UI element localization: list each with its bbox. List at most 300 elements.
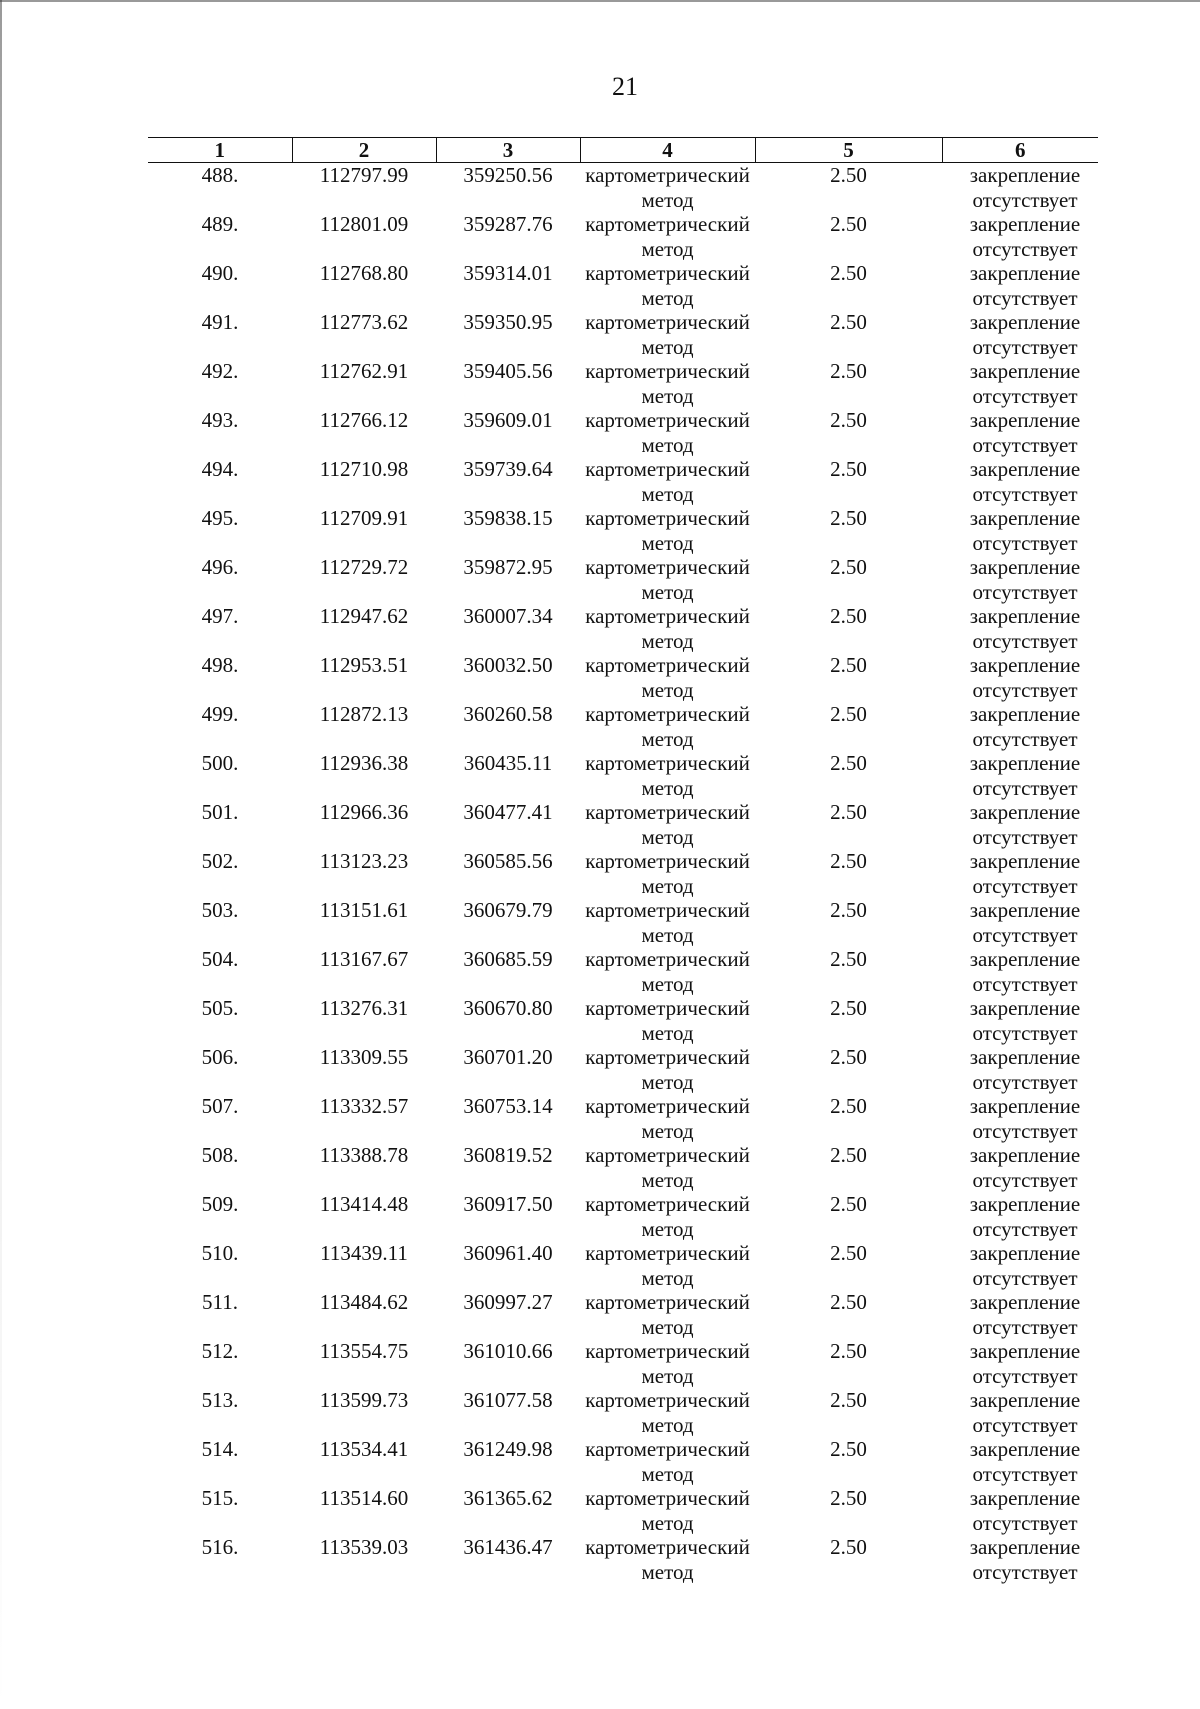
table-row	[148, 408, 1098, 457]
coordinate-x-text: 113151.61	[319, 898, 409, 922]
fixation-note-cell	[942, 702, 1098, 751]
accuracy-text: 2.50	[830, 1094, 867, 1118]
coordinate-x-cell	[292, 261, 436, 310]
coordinate-y-text: 360260.58	[463, 702, 553, 726]
coordinate-y-cell	[436, 751, 580, 800]
coordinate-x-text: 113539.03	[319, 1535, 409, 1559]
method-cell	[580, 653, 755, 702]
method-cell	[580, 1486, 755, 1535]
fixation-note-cell	[942, 506, 1098, 555]
fixation-note-cell	[942, 653, 1098, 702]
accuracy-cell	[755, 947, 942, 996]
fixation-note-text: отсутствует	[972, 1363, 1078, 1388]
method-cell	[580, 359, 755, 408]
coordinate-y-cell	[436, 506, 580, 555]
point-number-text: 506.	[201, 1045, 239, 1069]
point-number-cell	[148, 898, 292, 947]
fixation-note-cell	[942, 310, 1098, 359]
accuracy-cell	[755, 898, 942, 947]
fixation-note-text: закрепление	[969, 212, 1081, 236]
coordinate-x-cell	[292, 1486, 436, 1535]
point-number-cell	[148, 800, 292, 849]
point-number-cell	[148, 457, 292, 506]
fixation-note-text: отсутствует	[972, 1412, 1078, 1437]
fixation-note-text: закрепление	[969, 555, 1081, 579]
method-cell	[580, 1192, 755, 1241]
coordinate-x-cell	[292, 1143, 436, 1192]
coordinate-y-text: 360007.34	[463, 604, 553, 628]
fixation-note-text: отсутствует	[972, 236, 1078, 261]
fixation-note-cell	[942, 849, 1098, 898]
method-cell	[580, 1241, 755, 1290]
fixation-note-cell	[942, 1290, 1098, 1339]
accuracy-text: 2.50	[830, 212, 867, 236]
coordinate-y-cell	[436, 1437, 580, 1486]
method-text: метод	[641, 432, 694, 457]
accuracy-cell	[755, 261, 942, 310]
point-number-text: 495.	[201, 506, 239, 530]
coordinate-y-text: 360435.11	[463, 751, 553, 775]
coordinate-x-cell	[292, 1241, 436, 1290]
coordinate-y-cell	[436, 604, 580, 653]
method-text: картометрический	[585, 947, 750, 971]
method-cell	[580, 1143, 755, 1192]
fixation-note-cell	[942, 1192, 1098, 1241]
fixation-note-text: закрепление	[969, 506, 1081, 530]
coordinate-y-cell	[436, 163, 580, 213]
method-text: метод	[641, 1363, 694, 1388]
fixation-note-cell	[942, 604, 1098, 653]
point-number-cell	[148, 261, 292, 310]
fixation-note-text: отсутствует	[972, 1510, 1078, 1535]
coordinate-x-cell	[292, 212, 436, 261]
fixation-note-text: отсутствует	[972, 677, 1078, 702]
accuracy-text: 2.50	[830, 1437, 867, 1461]
coordinate-x-cell	[292, 408, 436, 457]
accuracy-text: 2.50	[830, 604, 867, 628]
method-text: картометрический	[585, 359, 750, 383]
fixation-note-cell	[942, 1241, 1098, 1290]
coordinate-x-cell	[292, 751, 436, 800]
method-text: картометрический	[585, 1339, 750, 1363]
point-number-text: 494.	[201, 457, 239, 481]
point-number-cell	[148, 849, 292, 898]
coordinate-x-text: 113554.75	[319, 1339, 409, 1363]
method-cell	[580, 1535, 755, 1584]
accuracy-text: 2.50	[830, 1192, 867, 1216]
method-text: метод	[641, 971, 694, 996]
point-number-cell	[148, 310, 292, 359]
point-number-text: 502.	[201, 849, 239, 873]
point-number-text: 503.	[201, 898, 239, 922]
point-number-cell	[148, 1241, 292, 1290]
method-cell	[580, 506, 755, 555]
coordinate-y-text: 360585.56	[463, 849, 553, 873]
coordinates-table-container	[148, 137, 1098, 1584]
point-number-cell	[148, 1486, 292, 1535]
method-cell	[580, 310, 755, 359]
coordinate-x-cell	[292, 359, 436, 408]
fixation-note-cell	[942, 947, 1098, 996]
coordinate-y-text: 360679.79	[463, 898, 553, 922]
method-text: картометрический	[585, 751, 750, 775]
coordinate-x-cell	[292, 555, 436, 604]
accuracy-cell	[755, 1339, 942, 1388]
method-text: картометрический	[585, 1045, 750, 1069]
coordinate-x-text: 112936.38	[319, 751, 409, 775]
fixation-note-text: закрепление	[969, 1241, 1081, 1265]
coordinate-y-text: 359872.95	[463, 555, 553, 579]
method-text: картометрический	[585, 1388, 750, 1412]
accuracy-cell	[755, 751, 942, 800]
coordinate-x-cell	[292, 653, 436, 702]
fixation-note-text: отсутствует	[972, 1020, 1078, 1045]
point-number-cell	[148, 1388, 292, 1437]
point-number-cell	[148, 359, 292, 408]
accuracy-text: 2.50	[830, 849, 867, 873]
coordinate-y-cell	[436, 408, 580, 457]
coordinate-x-cell	[292, 800, 436, 849]
coordinate-y-text: 360961.40	[463, 1241, 553, 1265]
table-row	[148, 1339, 1098, 1388]
coordinate-y-cell	[436, 555, 580, 604]
coordinate-y-cell	[436, 359, 580, 408]
point-number-text: 491.	[201, 310, 239, 334]
accuracy-text: 2.50	[830, 800, 867, 824]
accuracy-cell	[755, 1192, 942, 1241]
method-text: картометрический	[585, 1192, 750, 1216]
point-number-text: 511.	[202, 1290, 238, 1314]
fixation-note-cell	[942, 751, 1098, 800]
method-text: метод	[641, 334, 694, 359]
accuracy-cell	[755, 212, 942, 261]
coordinate-y-text: 359350.95	[463, 310, 553, 334]
accuracy-cell	[755, 1094, 942, 1143]
fixation-note-text: отсутствует	[972, 775, 1078, 800]
point-number-cell	[148, 163, 292, 213]
table-row	[148, 1535, 1098, 1584]
method-cell	[580, 212, 755, 261]
fixation-note-text: отсутствует	[972, 1559, 1078, 1584]
fixation-note-cell	[942, 800, 1098, 849]
coordinate-y-text: 360477.41	[463, 800, 553, 824]
coordinate-x-text: 113514.60	[319, 1486, 409, 1510]
coordinate-y-cell	[436, 1388, 580, 1437]
accuracy-cell	[755, 604, 942, 653]
fixation-note-text: отсутствует	[972, 481, 1078, 506]
fixation-note-cell	[942, 212, 1098, 261]
point-number-cell	[148, 506, 292, 555]
table-row	[148, 996, 1098, 1045]
coordinate-x-text: 112872.13	[319, 702, 409, 726]
fixation-note-cell	[942, 1535, 1098, 1584]
method-cell	[580, 555, 755, 604]
fixation-note-text: закрепление	[969, 163, 1081, 187]
coordinate-x-text: 113276.31	[319, 996, 409, 1020]
method-text: картометрический	[585, 163, 750, 187]
method-text: картометрический	[585, 555, 750, 579]
coordinate-y-text: 359405.56	[463, 359, 553, 383]
point-number-text: 501.	[201, 800, 239, 824]
coordinate-x-text: 112768.80	[319, 261, 409, 285]
accuracy-text: 2.50	[830, 996, 867, 1020]
method-text: картометрический	[585, 1094, 750, 1118]
table-row	[148, 604, 1098, 653]
point-number-text: 510.	[201, 1241, 239, 1265]
coordinate-y-cell	[436, 261, 580, 310]
coordinate-y-cell	[436, 1143, 580, 1192]
coordinate-x-text: 113484.62	[319, 1290, 409, 1314]
fixation-note-text: отсутствует	[972, 1069, 1078, 1094]
fixation-note-text: закрепление	[969, 751, 1081, 775]
table-row	[148, 1192, 1098, 1241]
accuracy-text: 2.50	[830, 1486, 867, 1510]
point-number-text: 488.	[201, 163, 239, 187]
fixation-note-text: закрепление	[969, 1290, 1081, 1314]
point-number-cell	[148, 1192, 292, 1241]
point-number-text: 499.	[201, 702, 239, 726]
coordinate-x-cell	[292, 996, 436, 1045]
accuracy-cell	[755, 163, 942, 213]
fixation-note-text: закрепление	[969, 359, 1081, 383]
fixation-note-text: отсутствует	[972, 1265, 1078, 1290]
point-number-text: 489.	[201, 212, 239, 236]
accuracy-cell	[755, 702, 942, 751]
coordinate-y-text: 360685.59	[463, 947, 553, 971]
accuracy-cell	[755, 1437, 942, 1486]
table-row	[148, 212, 1098, 261]
method-cell	[580, 604, 755, 653]
method-text: метод	[641, 530, 694, 555]
coordinate-y-cell	[436, 1192, 580, 1241]
fixation-note-cell	[942, 1045, 1098, 1094]
coordinate-x-text: 113167.67	[319, 947, 409, 971]
fixation-note-text: отсутствует	[972, 1167, 1078, 1192]
point-number-text: 516.	[201, 1535, 239, 1559]
method-text: картометрический	[585, 1290, 750, 1314]
accuracy-cell	[755, 800, 942, 849]
coordinate-y-cell	[436, 849, 580, 898]
table-row	[148, 1486, 1098, 1535]
fixation-note-text: отсутствует	[972, 579, 1078, 604]
accuracy-cell	[755, 653, 942, 702]
method-text: метод	[641, 1412, 694, 1437]
coordinate-x-text: 113332.57	[319, 1094, 409, 1118]
fixation-note-text: отсутствует	[972, 432, 1078, 457]
accuracy-text: 2.50	[830, 555, 867, 579]
fixation-note-text: закрепление	[969, 898, 1081, 922]
coordinate-y-cell	[436, 800, 580, 849]
table-row	[148, 261, 1098, 310]
coordinates-table	[148, 137, 1098, 1584]
method-cell	[580, 261, 755, 310]
header-col-2: 2	[292, 138, 436, 163]
fixation-note-cell	[942, 996, 1098, 1045]
table-row	[148, 359, 1098, 408]
coordinate-x-cell	[292, 1094, 436, 1143]
coordinate-y-text: 361077.58	[463, 1388, 553, 1412]
fixation-note-text: отсутствует	[972, 530, 1078, 555]
coordinate-x-text: 112801.09	[319, 212, 409, 236]
fixation-note-text: закрепление	[969, 604, 1081, 628]
accuracy-cell	[755, 1486, 942, 1535]
coordinate-y-text: 361010.66	[463, 1339, 553, 1363]
point-number-text: 497.	[201, 604, 239, 628]
point-number-cell	[148, 1290, 292, 1339]
point-number-text: 509.	[201, 1192, 239, 1216]
method-text: метод	[641, 1510, 694, 1535]
coordinate-y-cell	[436, 1486, 580, 1535]
accuracy-cell	[755, 555, 942, 604]
fixation-note-text: закрепление	[969, 1094, 1081, 1118]
fixation-note-text: отсутствует	[972, 334, 1078, 359]
coordinate-x-text: 112709.91	[319, 506, 409, 530]
accuracy-text: 2.50	[830, 359, 867, 383]
table-row	[148, 1045, 1098, 1094]
method-text: метод	[641, 922, 694, 947]
table-row	[148, 1143, 1098, 1192]
method-cell	[580, 1290, 755, 1339]
method-cell	[580, 1045, 755, 1094]
header-col-3: 3	[436, 138, 580, 163]
coordinate-y-text: 359609.01	[463, 408, 553, 432]
method-text: метод	[641, 1216, 694, 1241]
point-number-text: 492.	[201, 359, 239, 383]
fixation-note-text: закрепление	[969, 1339, 1081, 1363]
coordinate-y-cell	[436, 653, 580, 702]
header-col-5: 5	[755, 138, 942, 163]
accuracy-text: 2.50	[830, 702, 867, 726]
point-number-text: 493.	[201, 408, 239, 432]
table-row	[148, 702, 1098, 751]
method-text: картометрический	[585, 261, 750, 285]
method-text: картометрический	[585, 1535, 750, 1559]
point-number-cell	[148, 604, 292, 653]
accuracy-cell	[755, 1388, 942, 1437]
coordinate-x-cell	[292, 1535, 436, 1584]
coordinate-x-cell	[292, 1290, 436, 1339]
point-number-text: 513.	[201, 1388, 239, 1412]
coordinate-y-cell	[436, 1094, 580, 1143]
fixation-note-text: закрепление	[969, 1388, 1081, 1412]
method-text: метод	[641, 1461, 694, 1486]
table-row	[148, 555, 1098, 604]
point-number-text: 500.	[201, 751, 239, 775]
coordinate-x-cell	[292, 702, 436, 751]
method-text: метод	[641, 1020, 694, 1045]
method-text: метод	[641, 187, 694, 212]
fixation-note-cell	[942, 1094, 1098, 1143]
coordinate-x-cell	[292, 1045, 436, 1094]
coordinate-x-text: 112729.72	[319, 555, 409, 579]
method-cell	[580, 849, 755, 898]
method-cell	[580, 163, 755, 213]
table-header-row	[148, 138, 1098, 163]
fixation-note-cell	[942, 898, 1098, 947]
fixation-note-text: закрепление	[969, 1045, 1081, 1069]
method-text: картометрический	[585, 212, 750, 236]
method-cell	[580, 947, 755, 996]
method-cell	[580, 702, 755, 751]
point-number-text: 507.	[201, 1094, 239, 1118]
fixation-note-text: закрепление	[969, 653, 1081, 677]
coordinate-x-cell	[292, 310, 436, 359]
fixation-note-text: отсутствует	[972, 922, 1078, 947]
point-number-cell	[148, 996, 292, 1045]
coordinate-y-text: 360753.14	[463, 1094, 553, 1118]
accuracy-cell	[755, 310, 942, 359]
point-number-cell	[148, 555, 292, 604]
coordinate-x-text: 112710.98	[319, 457, 409, 481]
coordinate-x-cell	[292, 849, 436, 898]
accuracy-cell	[755, 849, 942, 898]
method-text: картометрический	[585, 849, 750, 873]
coordinate-x-text: 113388.78	[319, 1143, 409, 1167]
point-number-cell	[148, 1437, 292, 1486]
fixation-note-text: закрепление	[969, 261, 1081, 285]
accuracy-cell	[755, 408, 942, 457]
accuracy-cell	[755, 359, 942, 408]
point-number-cell	[148, 1339, 292, 1388]
accuracy-text: 2.50	[830, 506, 867, 530]
header-col-6: 6	[942, 138, 1098, 163]
accuracy-text: 2.50	[830, 751, 867, 775]
coordinate-x-cell	[292, 1437, 436, 1486]
point-number-text: 490.	[201, 261, 239, 285]
coordinate-x-text: 113309.55	[319, 1045, 409, 1069]
header-col-1: 1	[148, 138, 292, 163]
accuracy-text: 2.50	[830, 1290, 867, 1314]
method-text: метод	[641, 1559, 694, 1584]
method-cell	[580, 1094, 755, 1143]
coordinate-y-text: 359739.64	[463, 457, 553, 481]
point-number-cell	[148, 947, 292, 996]
scan-edge-left	[0, 0, 2, 1709]
coordinate-x-text: 113414.48	[319, 1192, 409, 1216]
header-col-4: 4	[580, 138, 755, 163]
method-cell	[580, 996, 755, 1045]
method-text: картометрический	[585, 604, 750, 628]
fixation-note-text: отсутствует	[972, 285, 1078, 310]
fixation-note-text: закрепление	[969, 1143, 1081, 1167]
fixation-note-cell	[942, 555, 1098, 604]
fixation-note-text: отсутствует	[972, 971, 1078, 996]
coordinate-x-cell	[292, 1192, 436, 1241]
method-text: метод	[641, 285, 694, 310]
coordinate-y-text: 361365.62	[463, 1486, 553, 1510]
fixation-note-text: отсутствует	[972, 383, 1078, 408]
method-text: метод	[641, 873, 694, 898]
coordinate-y-cell	[436, 1339, 580, 1388]
accuracy-cell	[755, 996, 942, 1045]
fixation-note-text: закрепление	[969, 849, 1081, 873]
fixation-note-text: закрепление	[969, 800, 1081, 824]
method-text: метод	[641, 628, 694, 653]
fixation-note-cell	[942, 261, 1098, 310]
method-text: метод	[641, 775, 694, 800]
fixation-note-cell	[942, 1437, 1098, 1486]
accuracy-text: 2.50	[830, 1045, 867, 1069]
fixation-note-text: отсутствует	[972, 1118, 1078, 1143]
method-text: картометрический	[585, 996, 750, 1020]
accuracy-text: 2.50	[830, 1388, 867, 1412]
coordinate-x-text: 112966.36	[319, 800, 409, 824]
coordinate-y-cell	[436, 310, 580, 359]
coordinate-x-text: 112766.12	[319, 408, 409, 432]
accuracy-text: 2.50	[830, 898, 867, 922]
table-row	[148, 457, 1098, 506]
point-number-text: 514.	[201, 1437, 239, 1461]
